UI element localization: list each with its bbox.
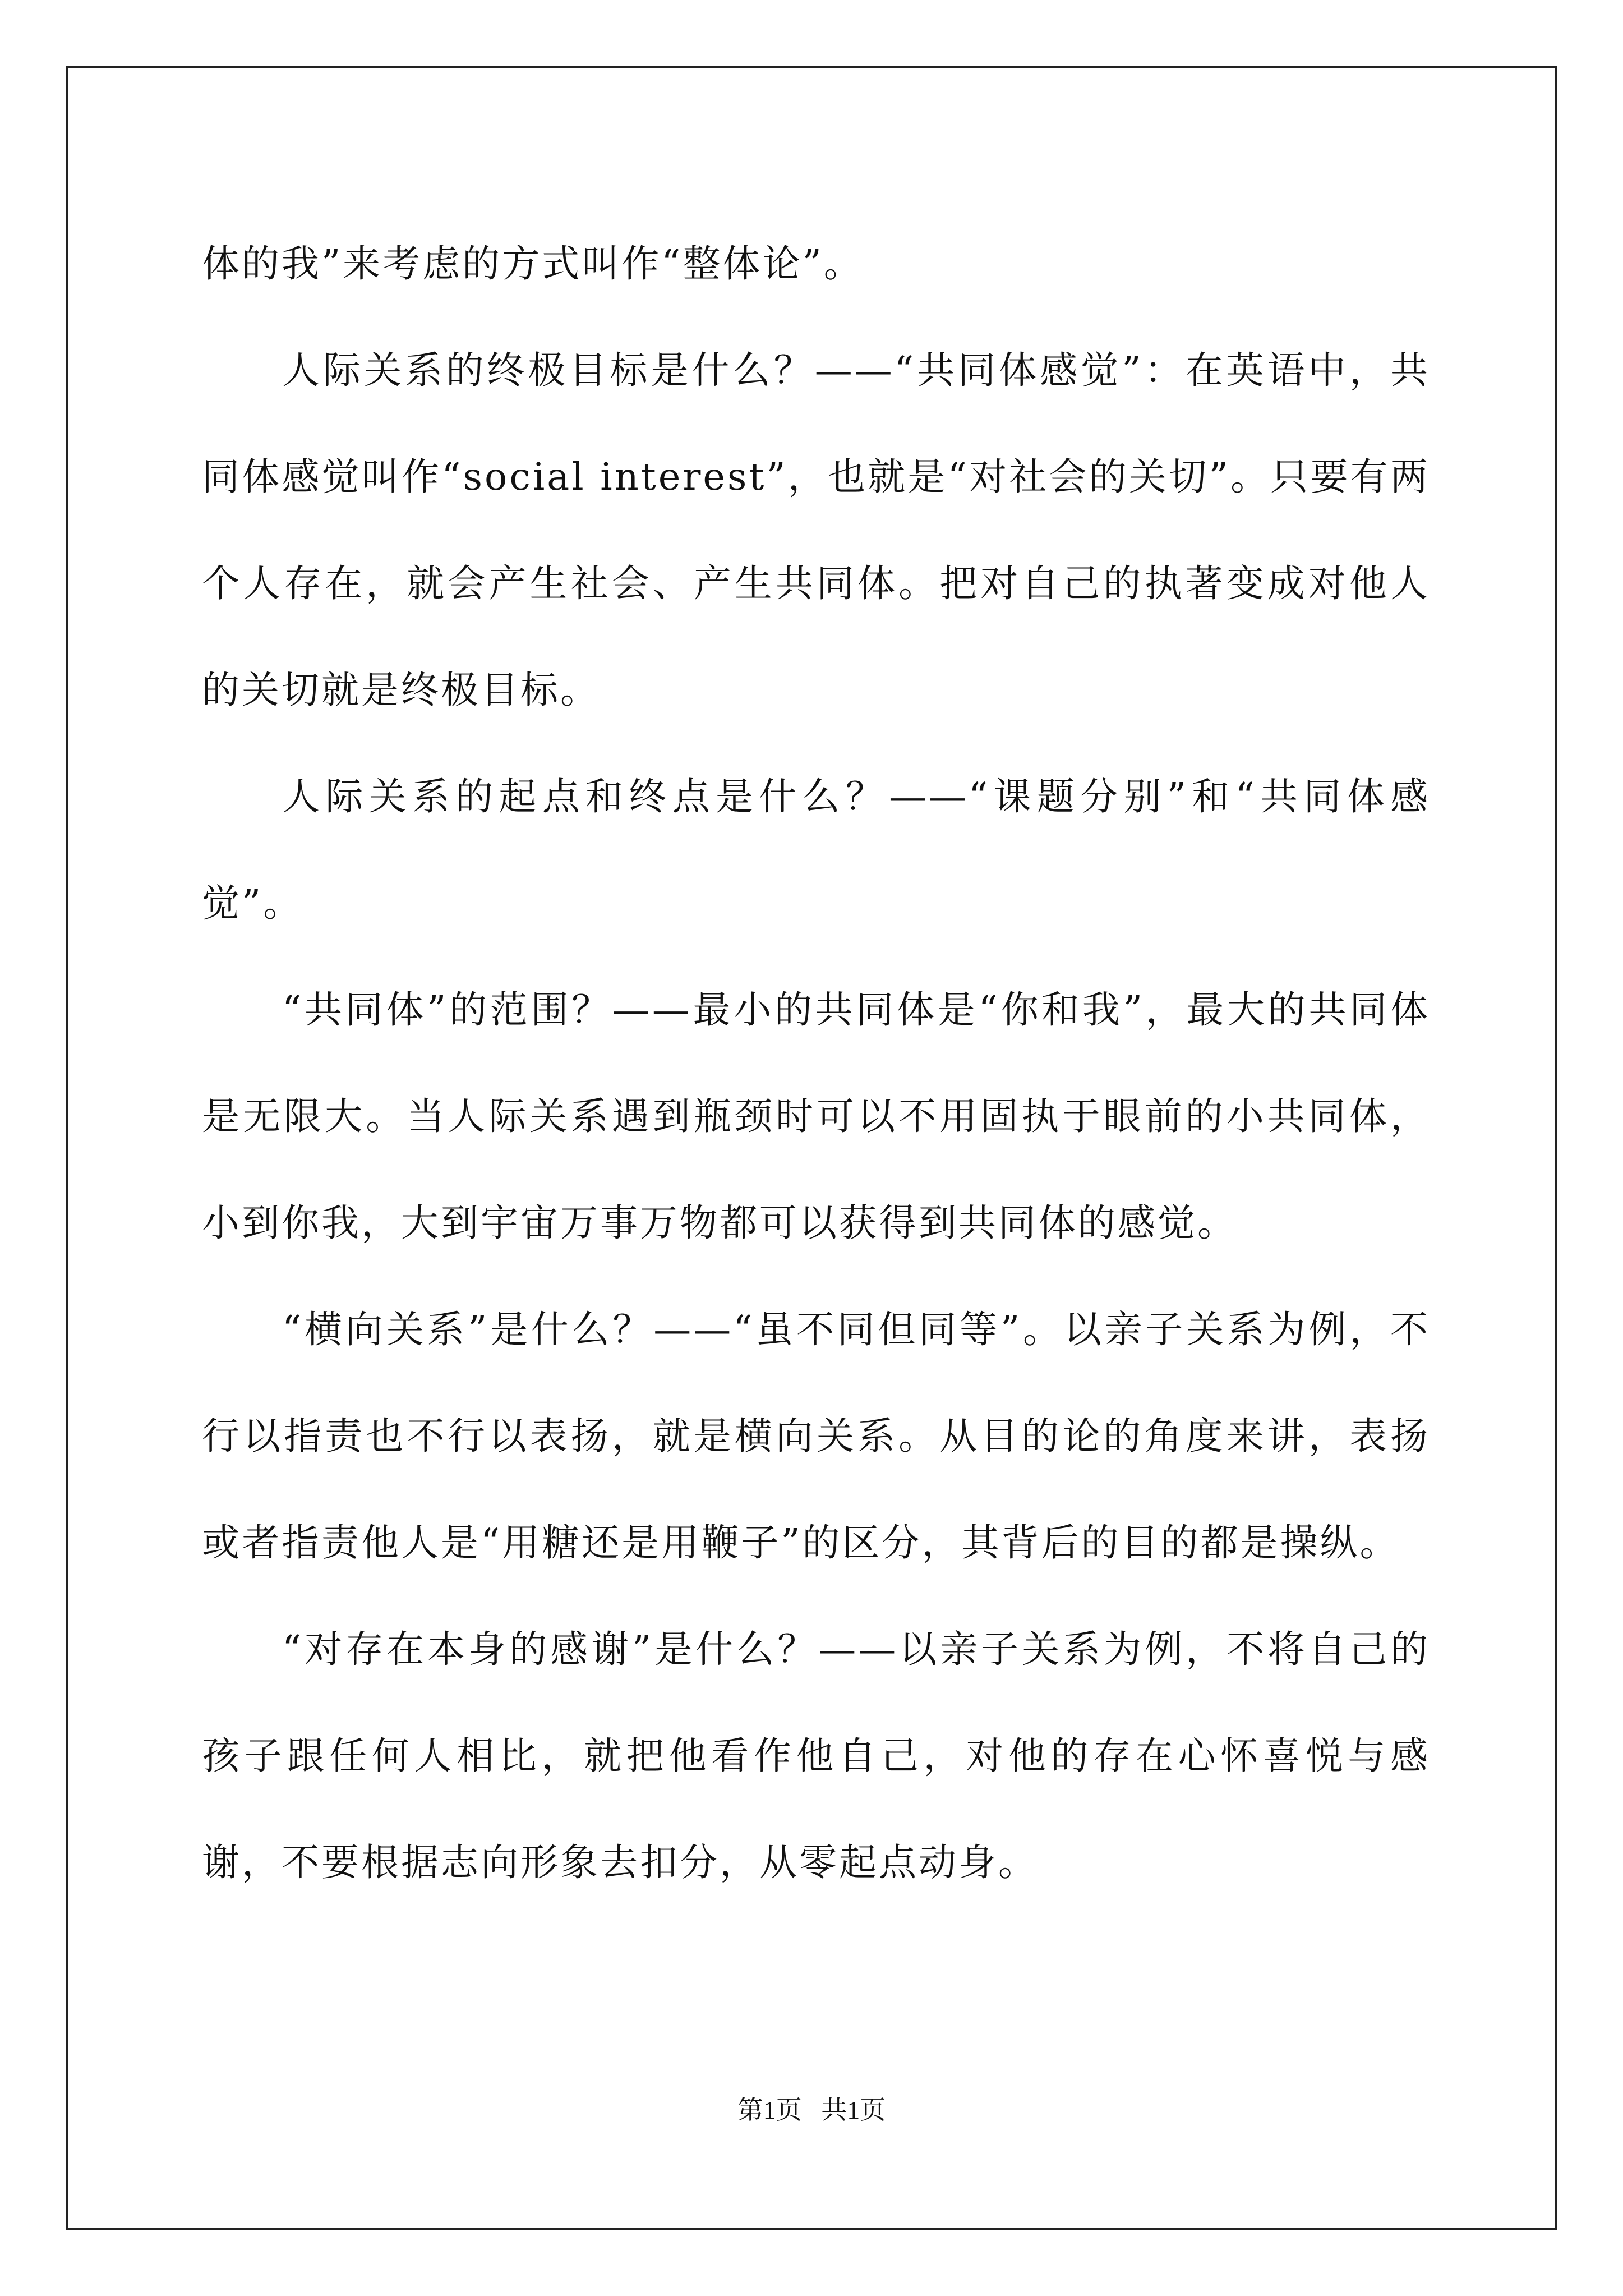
paragraph: “对存在本身的感谢”是什么？——以亲子关系为例，不将自己的孩子跟任何人相比，就把他看作他自己，对他的存在心怀喜悦与感谢，不要根据志向形象去扣分，从零起点动身。 bbox=[202, 1627, 1430, 1884]
paragraph: “横向关系”是什么？——“虽不同但同等”。以亲子关系为例，不行以指责也不行以表扬，就是横向关系。从目的论的角度来讲，表扬或者指责他人是“用糖还是用鞭子”的区分，其背后的目的都是操纵。 bbox=[202, 1308, 1430, 1565]
paragraph: 人际关系的终极目标是什么？——“共同体感觉”：在英语中，共同体感觉叫作“social interest”，也就是“对社会的关切”。只要有两个人存在，就会产生社会、产生共同体。把对自己的执著变成对他人的关切就是终极目标。 bbox=[202, 348, 1430, 712]
document-body bbox=[202, 210, 1430, 1916]
paragraph: 人际关系的起点和终点是什么？——“课题分别”和“共同体感觉”。 bbox=[202, 775, 1430, 925]
page-number-footer: 第1页 共1页 bbox=[737, 2096, 886, 2124]
paragraph: “共同体”的范围？——最小的共同体是“你和我”，最大的共同体是无限大。当人际关系遇到瓶颈时可以不用固执于眼前的小共同体，小到你我，大到宇宙万事万物都可以获得到共同体的感觉。 bbox=[202, 988, 1430, 1245]
paragraph: 体的我”来考虑的方式叫作“整体论”。 bbox=[202, 242, 864, 286]
